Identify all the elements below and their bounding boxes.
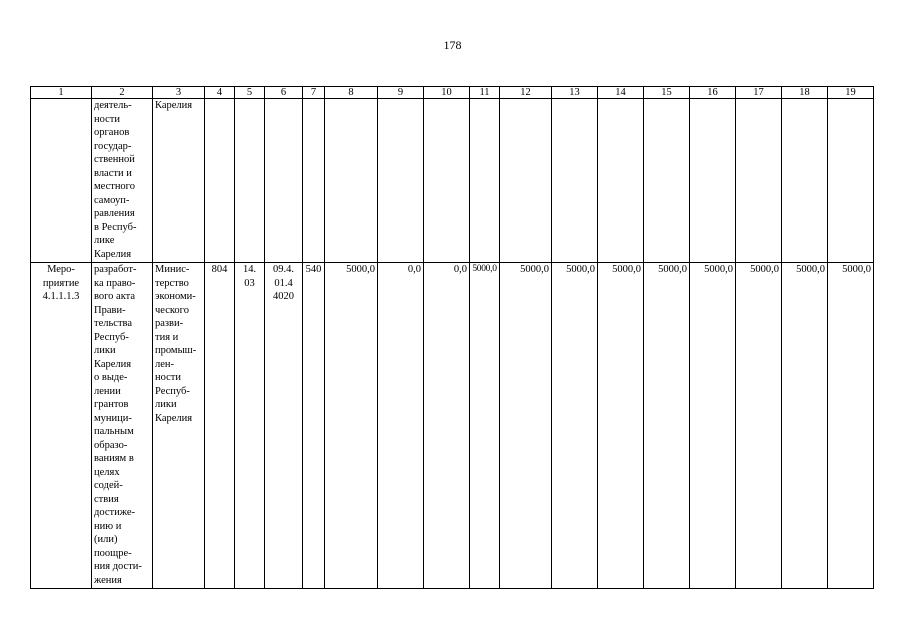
column-header: 8: [325, 87, 378, 99]
table-cell: [205, 99, 235, 263]
table-cell: Меро- приятие 4.1.1.1.3: [31, 263, 92, 589]
table-cell: 5000,0: [828, 263, 874, 589]
table-cell: [552, 99, 598, 263]
table-cell: 09.4. 01.4 4020: [265, 263, 303, 589]
column-header: 15: [644, 87, 690, 99]
table-cell: [644, 99, 690, 263]
table-cell: [598, 99, 644, 263]
table-cell: [424, 99, 470, 263]
table-cell: [736, 99, 782, 263]
table-cell: деятель- ности органов государ- ственной власти и местного самоуп- равления в Респуб- лике Карелия: [92, 99, 153, 263]
table-row: [31, 99, 874, 263]
table-cell: 5000,0: [470, 263, 500, 589]
column-header: 17: [736, 87, 782, 99]
column-header: 10: [424, 87, 470, 99]
table-cell: [690, 99, 736, 263]
table-cell: [378, 99, 424, 263]
table-cell: 5000,0: [552, 263, 598, 589]
table-cell: [303, 99, 325, 263]
table-row: [31, 263, 874, 589]
column-header: 3: [153, 87, 205, 99]
table-cell: 5000,0: [325, 263, 378, 589]
column-header: 9: [378, 87, 424, 99]
table-cell: [500, 99, 552, 263]
table-cell: [470, 99, 500, 263]
table-cell: разработ- ка право- вого акта Прави- тельства Респуб- лики Карелия о выде- лении грантов муници- пальным образо- ваниям в целях содей- ствия достиже- нию и (или) поощре- ния дости- жения: [92, 263, 153, 589]
table-cell: 5000,0: [736, 263, 782, 589]
column-header: 14: [598, 87, 644, 99]
column-header: 5: [235, 87, 265, 99]
column-header: 19: [828, 87, 874, 99]
column-header: 12: [500, 87, 552, 99]
table-cell: 540: [303, 263, 325, 589]
table-cell: 5000,0: [644, 263, 690, 589]
table-cell: Минис- терство экономи- ческого разви- тия и промыш- лен- ности Респуб- лики Карелия: [153, 263, 205, 589]
table-cell: 0,0: [424, 263, 470, 589]
table-cell: 14. 03: [235, 263, 265, 589]
column-header: 13: [552, 87, 598, 99]
page-number: 178: [443, 38, 462, 52]
column-header: 18: [782, 87, 828, 99]
column-header: 1: [31, 87, 92, 99]
column-header: 7: [303, 87, 325, 99]
column-header: 11: [470, 87, 500, 99]
table-cell: [782, 99, 828, 263]
table-cell: [828, 99, 874, 263]
column-header: 6: [265, 87, 303, 99]
table-cell: 804: [205, 263, 235, 589]
table-cell: 5000,0: [598, 263, 644, 589]
column-number-row: [31, 87, 874, 99]
table-cell: [31, 99, 92, 263]
table-cell: [265, 99, 303, 263]
budget-table: [30, 86, 874, 589]
column-header: 2: [92, 87, 153, 99]
table-cell: 0,0: [378, 263, 424, 589]
table-cell: [325, 99, 378, 263]
table-cell: 5000,0: [782, 263, 828, 589]
column-header: 16: [690, 87, 736, 99]
column-header: 4: [205, 87, 235, 99]
table-cell: Карелия: [153, 99, 205, 263]
table-cell: [235, 99, 265, 263]
table-cell: 5000,0: [690, 263, 736, 589]
table-cell: 5000,0: [500, 263, 552, 589]
